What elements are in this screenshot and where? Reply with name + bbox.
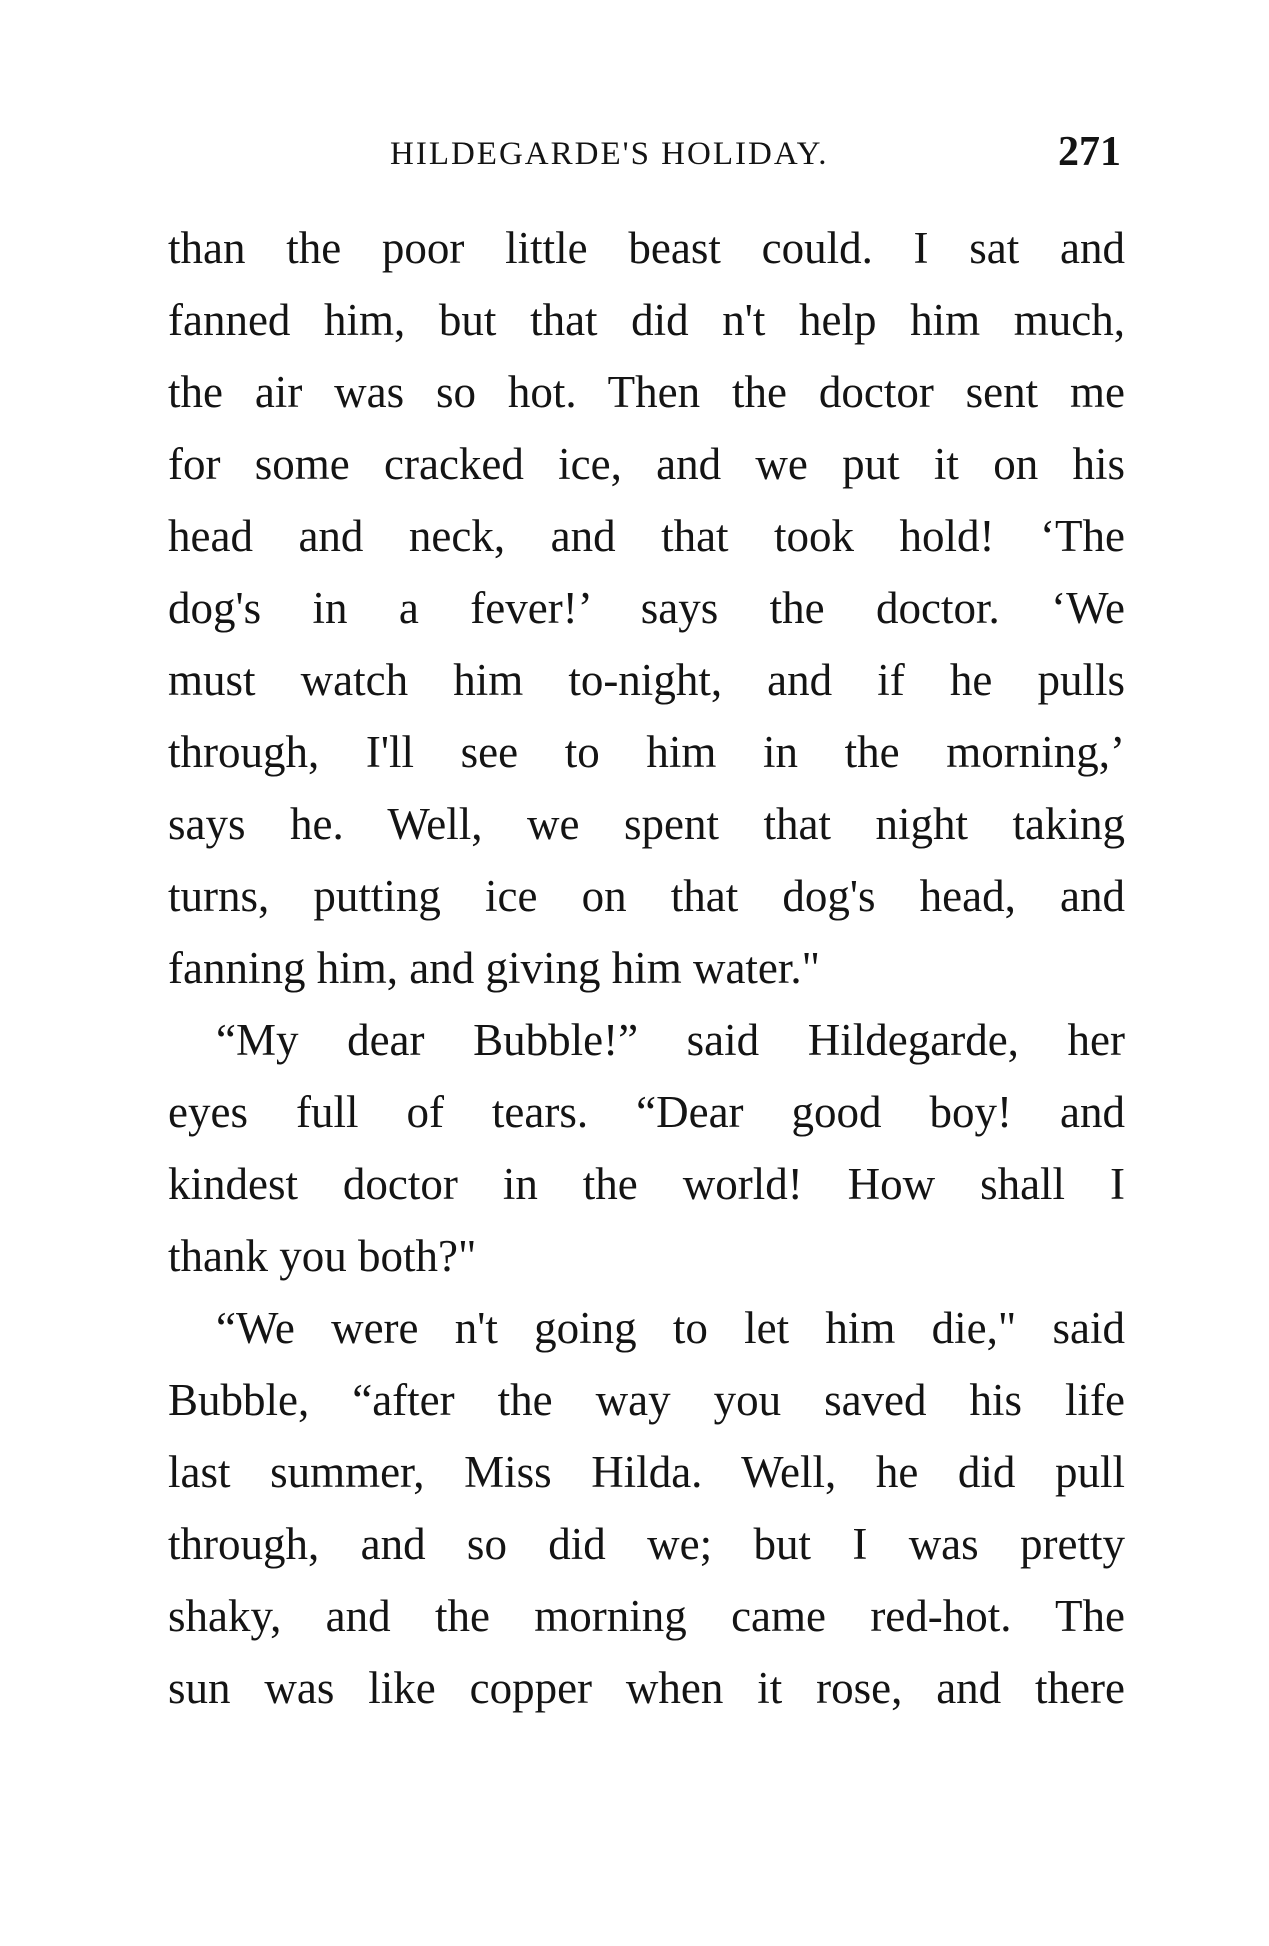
text-line: dog's in a fever!’ says the doctor. ‘We [168, 583, 1125, 633]
text-line: kindest doctor in the world! How shall I [168, 1159, 1125, 1209]
text-line: last summer, Miss Hilda. Well, he did pull [168, 1447, 1125, 1497]
text-line: sun was like copper when it rose, and there [168, 1663, 1125, 1713]
text-line: than the poor little beast could. I sat and [168, 223, 1125, 273]
text-line: fanning him, and giving him water." [168, 943, 821, 993]
text-line: “We were n't going to let him die," said [216, 1303, 1125, 1353]
text-line: “My dear Bubble!” said Hildegarde, her [216, 1015, 1125, 1065]
body-text [168, 212, 1125, 1724]
text-line: the air was so hot. Then the doctor sent me [168, 367, 1125, 417]
text-line: turns, putting ice on that dog's head, and [168, 871, 1125, 921]
page-number: 271 [1058, 129, 1121, 175]
text-line: head and neck, and that took hold! ‘The [168, 511, 1125, 561]
text-line: Bubble, “after the way you saved his life [168, 1375, 1125, 1425]
text-line: through, and so did we; but I was pretty [168, 1519, 1125, 1569]
text-line: thank you both?" [168, 1231, 477, 1281]
text-line: says he. Well, we spent that night taking [168, 799, 1125, 849]
page-header [168, 128, 1125, 188]
running-title: HILDEGARDE'S HOLIDAY. [390, 136, 829, 172]
text-line: through, I'll see to him in the morning,’ [168, 727, 1125, 777]
text-line: must watch him to-night, and if he pulls [168, 655, 1125, 705]
text-line: eyes full of tears. “Dear good boy! and [168, 1087, 1125, 1137]
text-line: fanned him, but that did n't help him much, [168, 295, 1125, 345]
text-line: for some cracked ice, and we put it on his [168, 439, 1125, 489]
text-line: shaky, and the morning came red-hot. The [168, 1591, 1125, 1641]
